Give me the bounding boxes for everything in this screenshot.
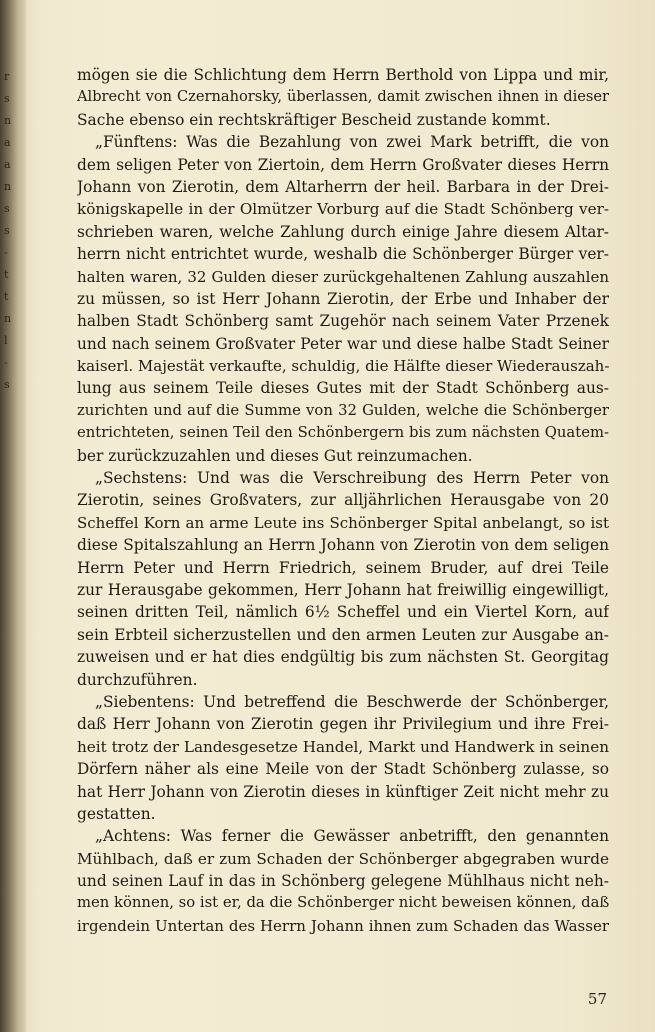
text-line: lung aus seinem Teile dieses Gutes mit der Stadt Schönberg aus-: [77, 379, 609, 398]
text-line: daß Herr Johann von Zierotin gegen ihr Privilegium und ihre Frei-: [77, 715, 609, 734]
text-line: Mühlbach, daß er zum Schaden der Schönberger abgegraben wurde: [77, 849, 609, 868]
text-line: heit trotz der Landesgesetze Handel, Markt und Handwerk in seinen: [77, 737, 609, 756]
margin-fragment: l: [4, 334, 8, 347]
text-line: Zierotin, seines Großvaters, zur alljährlichen Herausgabe von 20: [77, 491, 609, 510]
margin-fragment: s: [4, 202, 10, 215]
text-line: diese Spitalszahlung an Herrn Johann von Zierotin von dem seligen: [77, 536, 609, 555]
text-line: und seinen Lauf in das in Schönberg gelegene Mühlhaus nicht neh-: [77, 872, 609, 891]
text-line: und nach seinem Großvater Peter war und diese halbe Stadt Seiner: [77, 334, 609, 353]
text-line: „Achtens: Was ferner die Gewässer anbetrifft, den genannten: [95, 827, 609, 846]
text-line: gestatten.: [77, 804, 156, 823]
text-line: ber zurückzuzahlen und dieses Gut reinzumachen.: [77, 446, 473, 465]
margin-fragment: n: [4, 312, 12, 325]
text-line: schrieben waren, welche Zahlung durch einige Jahre diesem Altar-: [77, 222, 609, 241]
text-line: „Siebentens: Und betreffend die Beschwerde der Schönberger,: [95, 692, 609, 711]
page-number: 57: [587, 990, 607, 1008]
text-line: halten waren, 32 Gulden dieser zurückgehaltenen Zahlung auszahlen: [77, 267, 609, 286]
text-line: mögen sie die Schlichtung dem Herrn Berthold von Lippa und mir,: [77, 66, 609, 84]
text-line: „Fünftens: Was die Bezahlung von zwei Mark betrifft, die von: [95, 133, 609, 152]
text-line: zu müssen, so ist Herr Johann Zierotin, der Erbe und Inhaber der: [77, 289, 609, 308]
text-line: Dörfern näher als eine Meile von der Stadt Schönberg zulasse, so: [77, 760, 609, 779]
text-line: königskapelle in der Olmützer Vorburg auf die Stadt Schönberg ver-: [77, 200, 609, 219]
text-line: Johann von Zierotin, dem Altarherrn der heil. Barbara in der Drei-: [77, 177, 609, 196]
text-line: Herrn Peter und Herrn Friedrich, seinem Bruder, auf drei Teile: [77, 558, 609, 577]
margin-fragment: n: [4, 114, 12, 127]
margin-fragment: a: [4, 158, 11, 171]
margin-fragment: n: [4, 180, 12, 193]
text-line: Albrecht von Czernahorsky, überlassen, damit zwischen ihnen in dieser: [77, 88, 609, 106]
text-line: durchzuführen.: [77, 670, 198, 689]
text-line: zurichten und auf die Summe von 32 Gulden, welche die Schönberger: [77, 401, 609, 419]
text-line: kaiserl. Majestät verkaufte, schuldig, die Hälfte dieser Wiederauszah-: [77, 357, 609, 376]
margin-fragment: -: [4, 246, 8, 259]
text-line: hat Herr Johann von Zierotin dieses in künftiger Zeit nicht mehr zu: [77, 782, 609, 801]
margin-fragment: r: [4, 70, 10, 83]
text-line: Sache ebenso ein rechtskräftiger Bescheid zustande kommt.: [77, 110, 551, 129]
text-line: „Sechstens: Und was die Verschreibung des Herrn Peter von: [95, 469, 609, 488]
text-line: irgendein Untertan des Herrn Johann ihnen zum Schaden das Wasser: [77, 916, 609, 935]
text-line: entrichteten, seinen Teil den Schönbergern bis zum nächsten Quatem-: [77, 424, 609, 442]
text-line: Scheffel Korn an arme Leute ins Schönberger Spital anbelangt, so ist: [77, 513, 609, 532]
text-line: zuweisen und er hat dies endgültig bis zum nächsten St. Georgitag: [77, 648, 609, 667]
text-line: dem seligen Peter von Ziertoin, dem Herrn Großvater dieses Herrn: [77, 155, 609, 174]
text-line: sein Erbteil sicherzustellen und den armen Leuten zur Ausgabe an-: [77, 625, 609, 644]
margin-fragment: t: [4, 290, 9, 303]
margin-fragment: s: [4, 378, 10, 391]
margin-fragment: s: [4, 224, 10, 237]
text-line: zur Herausgabe gekommen, Herr Johann hat freiwillig eingewilligt,: [77, 580, 609, 599]
text-line: men können, so ist er, da die Schönberger nicht beweisen können, daß: [77, 894, 609, 912]
margin-fragment: a: [4, 136, 11, 149]
margin-fragment: s: [4, 92, 10, 105]
margin-fragment: -: [4, 356, 8, 369]
body-text: [77, 64, 609, 937]
text-line: herrn nicht entrichtet wurde, weshalb die Schönberger Bürger ver-: [77, 245, 609, 264]
text-line: halben Stadt Schönberg samt Zugehör nach seinem Vater Przenek: [77, 312, 609, 331]
text-line: seinen dritten Teil, nämlich 6½ Scheffel und ein Viertel Korn, auf: [77, 603, 609, 622]
margin-fragment: t: [4, 268, 9, 281]
adjacent-page-edge: [0, 60, 22, 480]
